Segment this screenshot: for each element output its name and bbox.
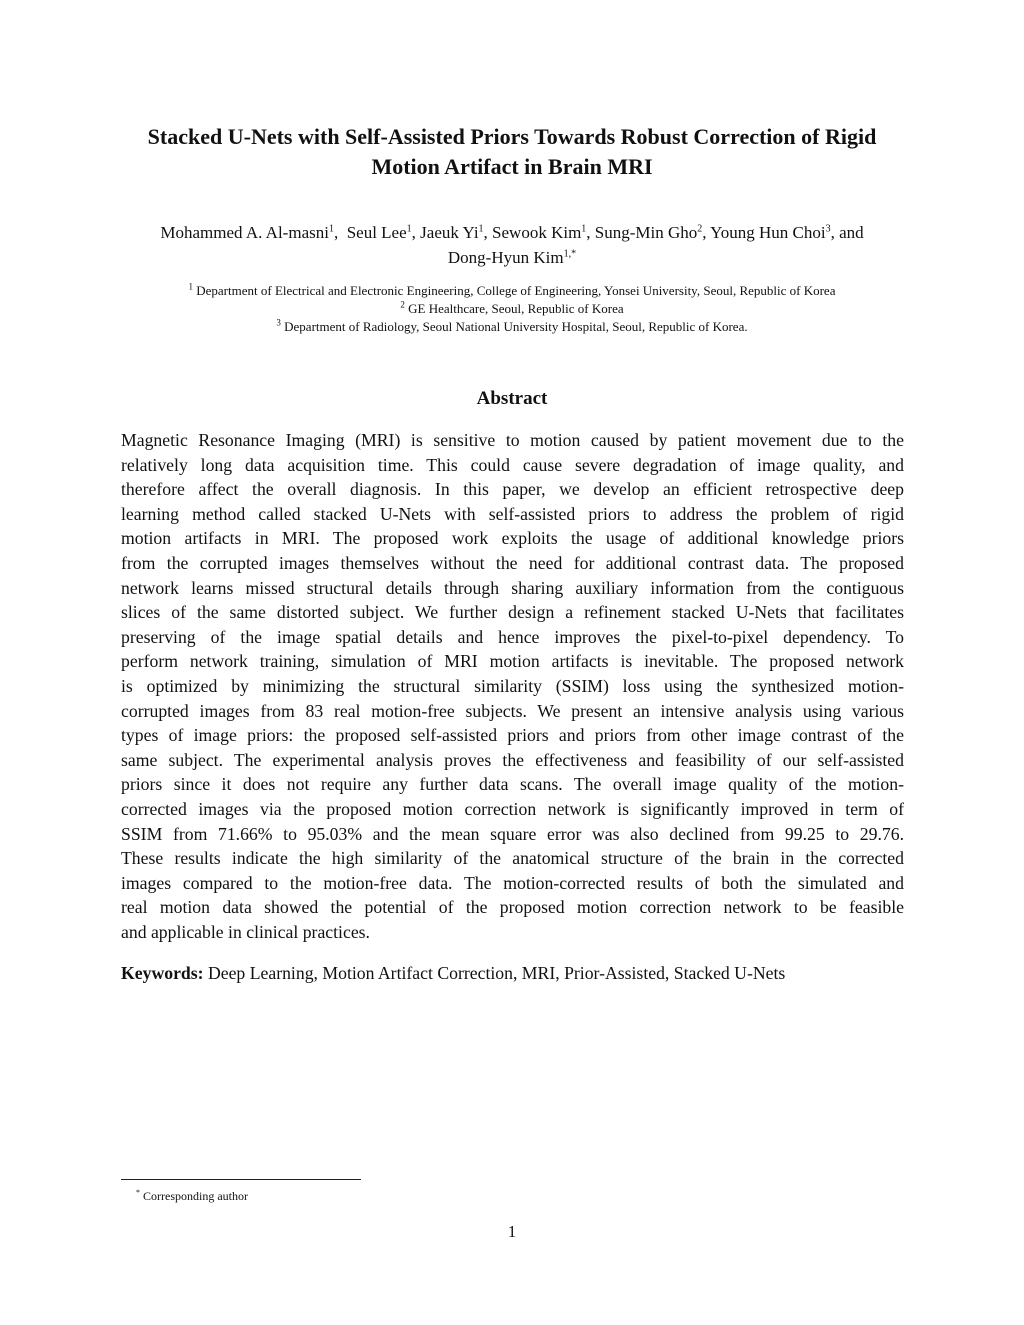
author-affil-sup: 1,* xyxy=(563,248,577,260)
abstract-line: and applicable in clinical practices. xyxy=(121,921,370,942)
title-line-2: Motion Artifact in Brain MRI xyxy=(371,154,653,179)
abstract-line: is optimized by minimizing the structural similarity (SSIM) loss using the synthesized motion- xyxy=(121,675,904,696)
footnote-divider xyxy=(121,1179,361,1180)
affiliation-text: Department of Electrical and Electronic Engineering, College of Engineering, Yonsei University, Seoul, Republic of Korea xyxy=(193,283,836,298)
abstract-line: corrupted images from 83 real motion-free subjects. We present an intensive analysis using various xyxy=(121,700,904,721)
paper-title xyxy=(100,122,924,182)
abstract-line: corrected images via the proposed motion correction network is significantly improved in term of xyxy=(121,798,904,819)
title-line-1: Stacked U-Nets with Self-Assisted Priors Towards Robust Correction of Rigid xyxy=(147,124,877,149)
author-sep: , xyxy=(483,223,493,242)
author-sep: , and xyxy=(830,223,864,242)
author-name: Young Hun Choi xyxy=(710,223,826,242)
author-name: Dong-Hyun Kim xyxy=(447,248,564,267)
affiliation-sup: 3 xyxy=(276,317,281,328)
abstract-line: Magnetic Resonance Imaging (MRI) is sensitive to motion caused by patient movement due to the xyxy=(121,430,904,450)
author-sep: , xyxy=(411,223,421,242)
abstract-line: images compared to the motion-free data. The motion-corrected results of both the simulated and xyxy=(121,872,904,893)
footnote xyxy=(136,1188,248,1204)
abstract-line: learning method called stacked U-Nets with self-assisted priors to address the problem of rigid xyxy=(121,503,904,524)
author-sep: , xyxy=(586,223,595,242)
author-name: Jaeuk Yi xyxy=(420,223,479,242)
abstract-line: slices of the same distorted subject. We further design a refinement stacked U-Nets that facilitates xyxy=(121,602,904,623)
author-affil-sup: 1 xyxy=(581,223,587,235)
affiliation-sup: 2 xyxy=(400,299,405,310)
affiliation-1 xyxy=(100,282,924,300)
author-affil-sup: 1 xyxy=(406,223,412,235)
author-sep: , xyxy=(333,223,347,242)
abstract-line: from the corrupted images themselves without the need for additional contrast data. The proposed xyxy=(121,552,904,573)
affiliation-sup: 1 xyxy=(188,281,193,292)
footnote-text: Corresponding author xyxy=(140,1189,248,1203)
abstract-line: same subject. The experimental analysis proves the effectiveness and feasibility of our self-assisted xyxy=(121,749,904,770)
author-affil-sup: 2 xyxy=(697,223,703,235)
abstract-line: perform network training, simulation of MRI motion artifacts is inevitable. The proposed network xyxy=(121,651,904,672)
abstract-line: SSIM from 71.66% to 95.03% and the mean square error was also declined from 99.25 to 29.76. xyxy=(121,823,904,844)
abstract-line: preserving of the image spatial details and hence improves the pixel-to-pixel dependency. To xyxy=(121,626,904,647)
affiliation-2 xyxy=(100,300,924,318)
keywords xyxy=(121,960,904,986)
affiliation-text: Department of Radiology, Seoul National University Hospital, Seoul, Republic of Korea. xyxy=(280,319,748,334)
footnote-marker: * xyxy=(136,1188,140,1197)
author-name: Seul Lee xyxy=(346,223,407,242)
author-affil-sup: 1 xyxy=(328,223,334,235)
abstract-line: real motion data showed the potential of the proposed motion correction network to be feasible xyxy=(121,897,904,918)
affiliation-text: GE Healthcare, Seoul, Republic of Korea xyxy=(404,301,624,316)
abstract-line: types of image priors: the proposed self-assisted priors and priors from other image contrast of the xyxy=(121,725,904,746)
author-sep: , xyxy=(702,223,711,242)
page-number: 1 xyxy=(507,1222,517,1241)
author-name: Sung-Min Gho xyxy=(594,223,698,242)
author-name: Mohammed A. Al-masni xyxy=(160,223,329,242)
abstract-line: network learns missed structural details through sharing auxiliary information from the contiguous xyxy=(121,577,904,598)
author-line-1 xyxy=(100,220,924,245)
author-line-2 xyxy=(100,245,924,270)
keywords-text: Deep Learning, Motion Artifact Correction, MRI, Prior-Assisted, Stacked U-Nets xyxy=(203,963,786,983)
abstract-line: These results indicate the high similarity of the anatomical structure of the brain in the corrected xyxy=(121,848,904,869)
abstract-body xyxy=(121,428,904,944)
keywords-label: Keywords: xyxy=(121,963,204,983)
author-list xyxy=(100,220,924,270)
affiliation-list xyxy=(100,282,924,336)
author-affil-sup: 1 xyxy=(478,223,484,235)
abstract-line: relatively long data acquisition time. This could cause severe degradation of image quality, and xyxy=(121,454,904,475)
author-name: Sewook Kim xyxy=(492,223,582,242)
abstract-line: motion artifacts in MRI. The proposed work exploits the usage of additional knowledge priors xyxy=(121,528,904,549)
author-affil-sup: 3 xyxy=(825,223,831,235)
abstract-line: therefore affect the overall diagnosis. In this paper, we develop an efficient retrospective deep xyxy=(121,479,904,500)
abstract-line: priors since it does not require any further data scans. The overall image quality of the motion- xyxy=(121,774,904,795)
abstract-heading: Abstract xyxy=(476,388,548,409)
affiliation-3 xyxy=(100,318,924,336)
